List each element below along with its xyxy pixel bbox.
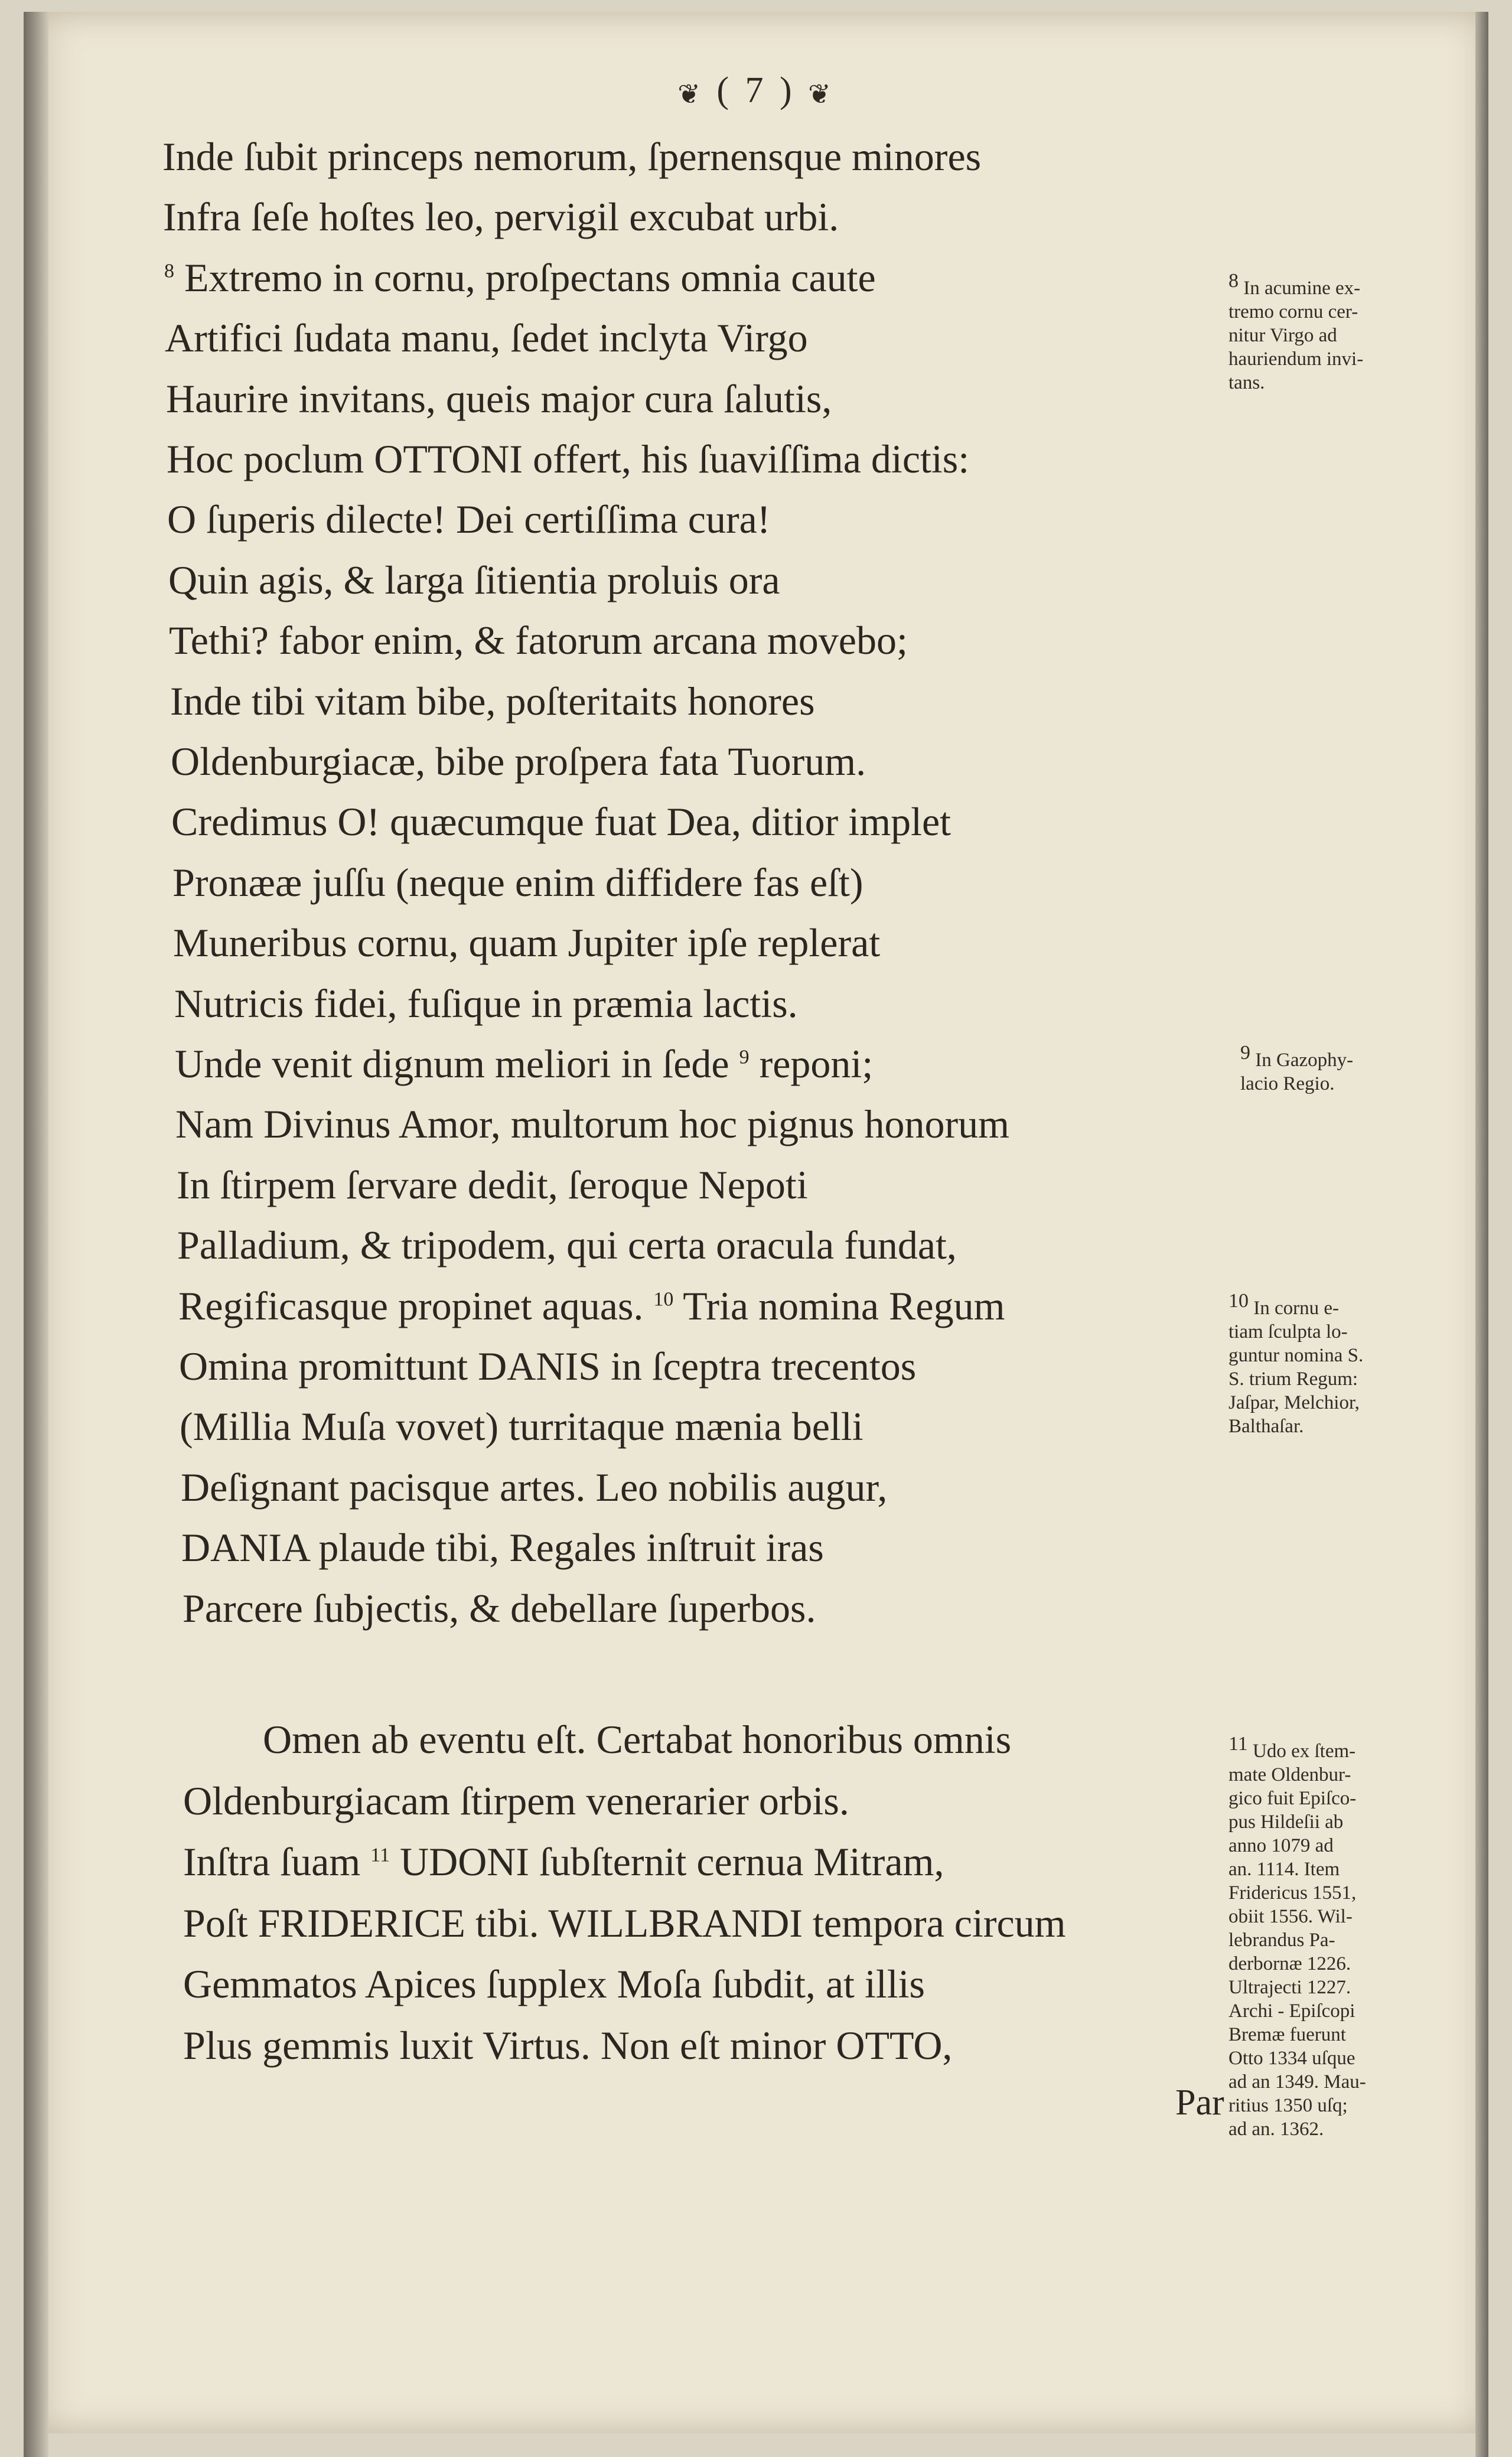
poem-line: [166, 375, 832, 422]
footnote-marker: 8: [164, 260, 174, 282]
poem-line-text: Deſignant pacisque artes. Leo nobilis augur,: [181, 1464, 888, 1510]
margin-note-line: [1240, 1072, 1353, 1096]
margin-note-text: ritius 1350 uſq;: [1228, 2095, 1348, 2116]
margin-note-line: [1228, 1787, 1366, 1810]
poem-line: [167, 435, 969, 483]
left-ornament-icon: ❦: [677, 79, 704, 109]
margin-note-line: [1228, 1976, 1366, 1999]
poem-line: [171, 738, 866, 785]
poem-line: [177, 1221, 957, 1269]
footnote-marker: 8: [1228, 270, 1239, 292]
poem-line: [169, 617, 908, 664]
poem-line-text: Plus gemmis luxit Virtus. Non eſt minor OTTO,: [183, 2022, 953, 2068]
poem-line-text: Pronææ juſſu (neque enim diffidere fas eſt): [172, 859, 863, 905]
margin-note-line: [1228, 371, 1363, 395]
margin-note: [1228, 1733, 1366, 2141]
poem-line-text: Haurire invitans, queis major cura ſalutis,: [166, 376, 832, 421]
margin-note-line: [1228, 1733, 1366, 1763]
page-number: ( 7 ): [716, 70, 796, 110]
margin-note-text: In Gazophy-: [1255, 1050, 1354, 1071]
margin-note-text: derbornæ 1226.: [1228, 1953, 1351, 1974]
margin-note-line: [1228, 2023, 1366, 2047]
margin-note-line: [1228, 1999, 1366, 2023]
poem-line-text: Omina promittunt DANIS in ſceptra trecentos: [179, 1344, 917, 1389]
margin-note-line: [1228, 2047, 1366, 2070]
poem-line-text: Omen ab eventu eſt. Certabat honoribus omnis: [263, 1717, 1012, 1762]
margin-note-text: ad an 1349. Mau-: [1228, 2071, 1366, 2093]
poem-line: [170, 677, 815, 725]
margin-note-line: [1228, 1290, 1363, 1320]
margin-note-text: Balthaſar.: [1228, 1416, 1304, 1437]
book-gutter: [24, 12, 48, 2457]
poem-line-text: Unde venit dignum meliori in ſede: [175, 1041, 729, 1086]
poem-line: [167, 496, 770, 543]
margin-note-text: hauriendum invi-: [1228, 348, 1364, 370]
poem-line-text: Nutricis fidei, fuſique in præmia lactis.: [174, 980, 798, 1026]
poem-line-text: Palladium, & tripodem, qui certa oracula fundat,: [177, 1223, 957, 1268]
margin-note-text: gico fuit Epiſco-: [1228, 1788, 1357, 1809]
poem-line-text: Nam Divinus Amor, multorum hoc pignus honorum: [175, 1102, 1009, 1147]
poem-line: [162, 133, 981, 180]
margin-note-text: tans.: [1228, 372, 1265, 393]
poem-line-text: Poſt FRIDERICE tibi. WILLBRANDI tempora circum: [183, 1900, 1066, 1946]
poem-line-text: (Millia Muſa vovet) turritaque mænia belli: [180, 1404, 863, 1449]
margin-note-line: [1228, 1367, 1363, 1391]
footnote-marker: 11: [370, 1844, 390, 1866]
margin-note-text: lacio Regio.: [1240, 1073, 1335, 1094]
catchword: Par: [1175, 2083, 1224, 2123]
margin-note-line: [1228, 1905, 1366, 1928]
footnote-marker: 9: [1240, 1042, 1250, 1064]
margin-note-line: [1228, 1344, 1363, 1367]
margin-note-text: tremo cornu cer-: [1228, 301, 1358, 322]
poem-line-text: Hoc poclum OTTONI offert, his ſuaviſſima dictis:: [167, 436, 970, 481]
poem-line-text: DANIA plaude tibi, Regales inſtruit iras: [181, 1525, 824, 1570]
poem-line-text: Tria nomina Regum: [683, 1283, 1005, 1328]
poem-line-text: Inde ſubit princeps nemorum, ſpernensque minores: [162, 134, 982, 179]
poem-line: [263, 1716, 1011, 1763]
poem-line-text: Credimus O! quæcumque fuat Dea, ditior implet: [171, 799, 951, 845]
poem-line-text: Inſtra ſuam: [183, 1839, 361, 1884]
margin-note-line: [1228, 1415, 1363, 1438]
margin-note-text: In acumine ex-: [1243, 278, 1361, 299]
margin-note-line: [1228, 324, 1363, 347]
poem-line-text: reponi;: [759, 1041, 874, 1086]
poem-line: [172, 859, 863, 906]
poem-line: [183, 1838, 944, 1885]
margin-note-text: tiam ſculpta lo-: [1228, 1321, 1348, 1342]
poem-line: [183, 1585, 816, 1632]
margin-note-line: [1228, 2070, 1366, 2094]
margin-note-text: mate Oldenbur-: [1228, 1764, 1351, 1785]
footnote-marker: 10: [1228, 1290, 1249, 1312]
poem-line: [183, 1777, 849, 1824]
poem-line-text: Muneribus cornu, quam Jupiter ipſe replerat: [173, 920, 881, 966]
poem-line-text: Parcere ſubjectis, & debellare ſuperbos.: [183, 1585, 816, 1631]
poem-line-text: Artifici ſudata manu, ſedet inclyta Virgo: [165, 315, 808, 361]
margin-note-line: [1228, 347, 1363, 371]
footnote-marker: 9: [739, 1046, 750, 1068]
margin-note-text: Ultrajecti 1227.: [1228, 1977, 1351, 1998]
margin-note-text: Archi - Epiſcopi: [1228, 2000, 1355, 2022]
poem-line-text: Inde tibi vitam bibe, poſteritaits honores: [170, 678, 815, 724]
page-edge: [1475, 12, 1488, 2457]
footnote-marker: 10: [653, 1288, 674, 1310]
margin-note-line: [1228, 2117, 1366, 2141]
margin-note-line: [1228, 1391, 1363, 1415]
margin-note-line: [1228, 270, 1363, 300]
margin-note-line: [1240, 1042, 1354, 1072]
margin-note-line: [1228, 300, 1363, 324]
margin-note-line: [1228, 1810, 1366, 1834]
poem-line: [177, 1161, 808, 1208]
poem-line-text: In ſtirpem ſervare dedit, ſeroque Nepoti: [177, 1162, 808, 1207]
margin-note-line: [1228, 1320, 1363, 1344]
poem-line-text: Gemmatos Apices ſupplex Moſa ſubdit, at illis: [183, 1961, 925, 2006]
poem-line: [174, 980, 798, 1027]
poem-line: [183, 1960, 925, 2008]
margin-note-line: [1228, 1858, 1366, 1881]
poem-line-text: Oldenburgiacam ſtirpem venerarier orbis.: [183, 1778, 849, 1823]
margin-note-text: anno 1079 ad: [1228, 1835, 1334, 1856]
poem-line: [178, 1282, 1005, 1329]
poem-line: [171, 798, 951, 845]
poem-line: [180, 1403, 863, 1450]
poem-line: [175, 1100, 1009, 1148]
margin-note: [1228, 1290, 1364, 1438]
margin-note-text: Otto 1334 uſque: [1228, 2048, 1355, 2069]
poem-line: [181, 1524, 824, 1571]
poem-line: [173, 919, 880, 966]
poem-line-text: UDONI ſubſternit cernua Mitram,: [399, 1839, 944, 1884]
margin-note-text: guntur nomina S.: [1228, 1345, 1364, 1366]
poem-line-text: Regificasque propinet aquas.: [178, 1283, 644, 1328]
poem-line-text: O ſuperis dilecte! Dei certiſſima cura!: [167, 497, 771, 542]
margin-note-text: Bremæ fuerunt: [1228, 2024, 1346, 2045]
poem-line-text: Quin agis, & larga ſitientia proluis ora: [168, 557, 780, 602]
margin-note-line: [1228, 1763, 1366, 1787]
poem-line: [165, 314, 808, 361]
margin-note-text: pus Hildeſii ab: [1228, 1811, 1344, 1833]
page-header: [0, 70, 1512, 112]
poem-line: [179, 1342, 916, 1390]
poem-line: [175, 1040, 873, 1087]
margin-note-text: Udo ex ſtem-: [1253, 1741, 1356, 1762]
margin-note-text: S. trium Regum:: [1228, 1368, 1358, 1390]
footnote-marker: 11: [1228, 1733, 1248, 1755]
margin-note-line: [1228, 1881, 1366, 1905]
poem-line-text: Oldenburgiacæ, bibe proſpera fata Tuorum.: [171, 739, 866, 784]
poem-line-text: Infra ſeſe hoſtes leo, pervigil excubat urbi.: [163, 194, 839, 240]
margin-note-text: lebrandus Pa-: [1228, 1930, 1335, 1951]
margin-note-line: [1228, 1834, 1366, 1858]
poem-line: [181, 1464, 887, 1511]
poem-line-text: Extremo in cornu, proſpectans omnia caute: [184, 255, 876, 300]
poem-line: [183, 2022, 952, 2069]
margin-note-text: Fridericus 1551,: [1228, 1882, 1357, 1904]
margin-note: [1228, 270, 1364, 395]
margin-note-text: nitur Virgo ad: [1228, 325, 1337, 346]
margin-note: [1240, 1042, 1354, 1096]
margin-note-text: obiit 1556. Wil-: [1228, 1906, 1353, 1927]
margin-note-text: an. 1114. Item: [1228, 1859, 1340, 1880]
margin-note-line: [1228, 2094, 1366, 2117]
poem-line: [183, 1899, 1066, 1947]
poem-line: [163, 193, 839, 240]
poem-line-text: Tethi? fabor enim, & fatorum arcana movebo;: [169, 618, 908, 663]
margin-note-line: [1228, 1952, 1366, 1976]
margin-note-text: ad an. 1362.: [1228, 2119, 1324, 2140]
poem-line: [168, 556, 780, 604]
margin-note-text: Jaſpar, Melchior,: [1228, 1392, 1360, 1413]
right-ornament-icon: ❦: [808, 79, 835, 109]
margin-note-text: In cornu e-: [1253, 1298, 1340, 1319]
poem-line: [164, 254, 876, 301]
margin-note-line: [1228, 1928, 1366, 1952]
